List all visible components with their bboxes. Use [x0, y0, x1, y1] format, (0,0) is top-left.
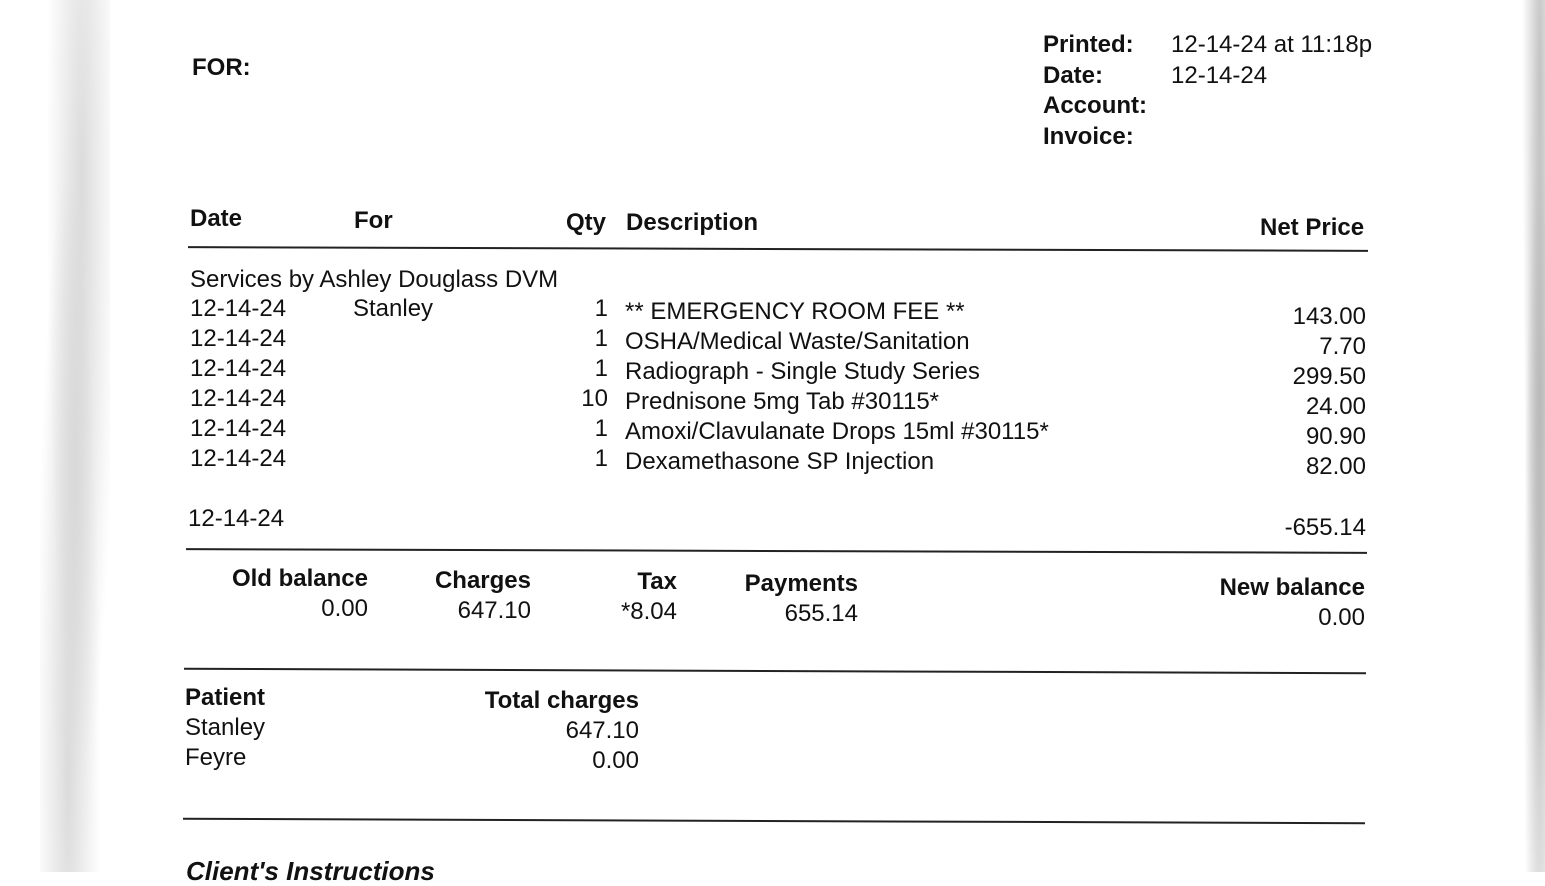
payments-label: Payments	[744, 570, 858, 597]
row-description: Amoxi/Clavulanate Drops 15ml #30115*	[625, 418, 1049, 445]
date-label: Date:	[1043, 61, 1104, 89]
col-header-for: For	[354, 207, 393, 234]
patient-col-header: Patient	[185, 684, 266, 711]
total-charges-col-header: Total charges	[484, 687, 639, 714]
table-row	[188, 385, 1368, 420]
date-row	[1043, 61, 1372, 92]
patients-end-rule	[183, 818, 1365, 825]
charges-label: Charges	[434, 567, 531, 594]
table-row	[188, 355, 1368, 390]
col-header-description: Description	[626, 209, 759, 236]
row-qty: 1	[594, 355, 608, 382]
row-date: 12-14-24	[190, 415, 287, 442]
table-row	[188, 445, 1368, 480]
row-net-price: 299.50	[1292, 363, 1366, 390]
row-description: Radiograph - Single Study Series	[625, 358, 980, 385]
col-header-qty: Qty	[566, 209, 607, 236]
scan-edge-left	[40, 0, 110, 872]
tax-label: Tax	[637, 568, 677, 595]
payment-date: 12-14-24	[188, 505, 285, 532]
row-description: OSHA/Medical Waste/Sanitation	[625, 328, 970, 355]
for-label: FOR:	[192, 54, 251, 81]
patient-name: Feyre	[185, 744, 247, 771]
row-qty: 1	[594, 325, 608, 352]
row-date: 12-14-24	[190, 445, 287, 472]
account-label: Account:	[1043, 92, 1147, 119]
payments-value: 655.14	[784, 600, 858, 627]
printed-value: 12-14-24 at 11:18p	[1171, 31, 1373, 58]
row-description: Prednisone 5mg Tab #30115*	[625, 388, 940, 415]
old-balance-value: 0.00	[321, 595, 368, 622]
invoice-meta	[1043, 30, 1372, 152]
patient-total: 647.10	[565, 717, 639, 744]
row-net-price: 24.00	[1305, 393, 1366, 420]
row-date: 12-14-24	[190, 355, 287, 382]
row-net-price: 143.00	[1292, 303, 1366, 330]
printed-row	[1043, 30, 1372, 61]
scan-edge-right	[1519, 0, 1545, 872]
invoice-label: Invoice:	[1043, 122, 1134, 150]
row-qty: 1	[594, 415, 608, 442]
table-row	[188, 295, 1368, 330]
row-date: 12-14-24	[190, 385, 287, 412]
account-row	[1043, 91, 1372, 122]
patient-total: 0.00	[592, 747, 639, 774]
row-qty: 1	[594, 445, 608, 472]
table-row	[188, 415, 1368, 450]
row-qty: 10	[581, 385, 608, 412]
date-value: 12-14-24	[1171, 61, 1268, 89]
row-date: 12-14-24	[190, 295, 287, 322]
printed-label: Printed:	[1043, 31, 1134, 58]
tax-value: *8.04	[620, 598, 677, 625]
table-row	[188, 325, 1368, 360]
patient-name: Stanley	[185, 714, 266, 741]
row-net-price: 7.70	[1319, 333, 1366, 360]
new-balance-value: 0.00	[1318, 604, 1365, 631]
old-balance-label: Old balance	[231, 565, 368, 592]
row-qty: 1	[594, 295, 608, 322]
items-end-rule	[186, 548, 1367, 554]
client-instructions-heading: Client's Instructions	[186, 856, 435, 886]
header-rule	[188, 246, 1368, 252]
row-description: Dexamethasone SP Injection	[625, 448, 935, 475]
row-date: 12-14-24	[190, 325, 287, 352]
row-description: ** EMERGENCY ROOM FEE **	[625, 298, 965, 325]
summary-end-rule	[184, 668, 1366, 675]
invoice-row	[1043, 122, 1372, 153]
col-header-date: Date	[190, 205, 243, 232]
new-balance-label: New balance	[1219, 574, 1365, 601]
payment-amount: -655.14	[1284, 514, 1366, 541]
row-net-price: 90.90	[1305, 423, 1366, 450]
row-patient: Stanley	[353, 295, 434, 322]
row-net-price: 82.00	[1305, 453, 1366, 480]
col-header-net-price: Net Price	[1260, 214, 1365, 241]
charges-value: 647.10	[457, 597, 531, 624]
provider-line: Services by Ashley Douglass DVM	[190, 266, 559, 293]
